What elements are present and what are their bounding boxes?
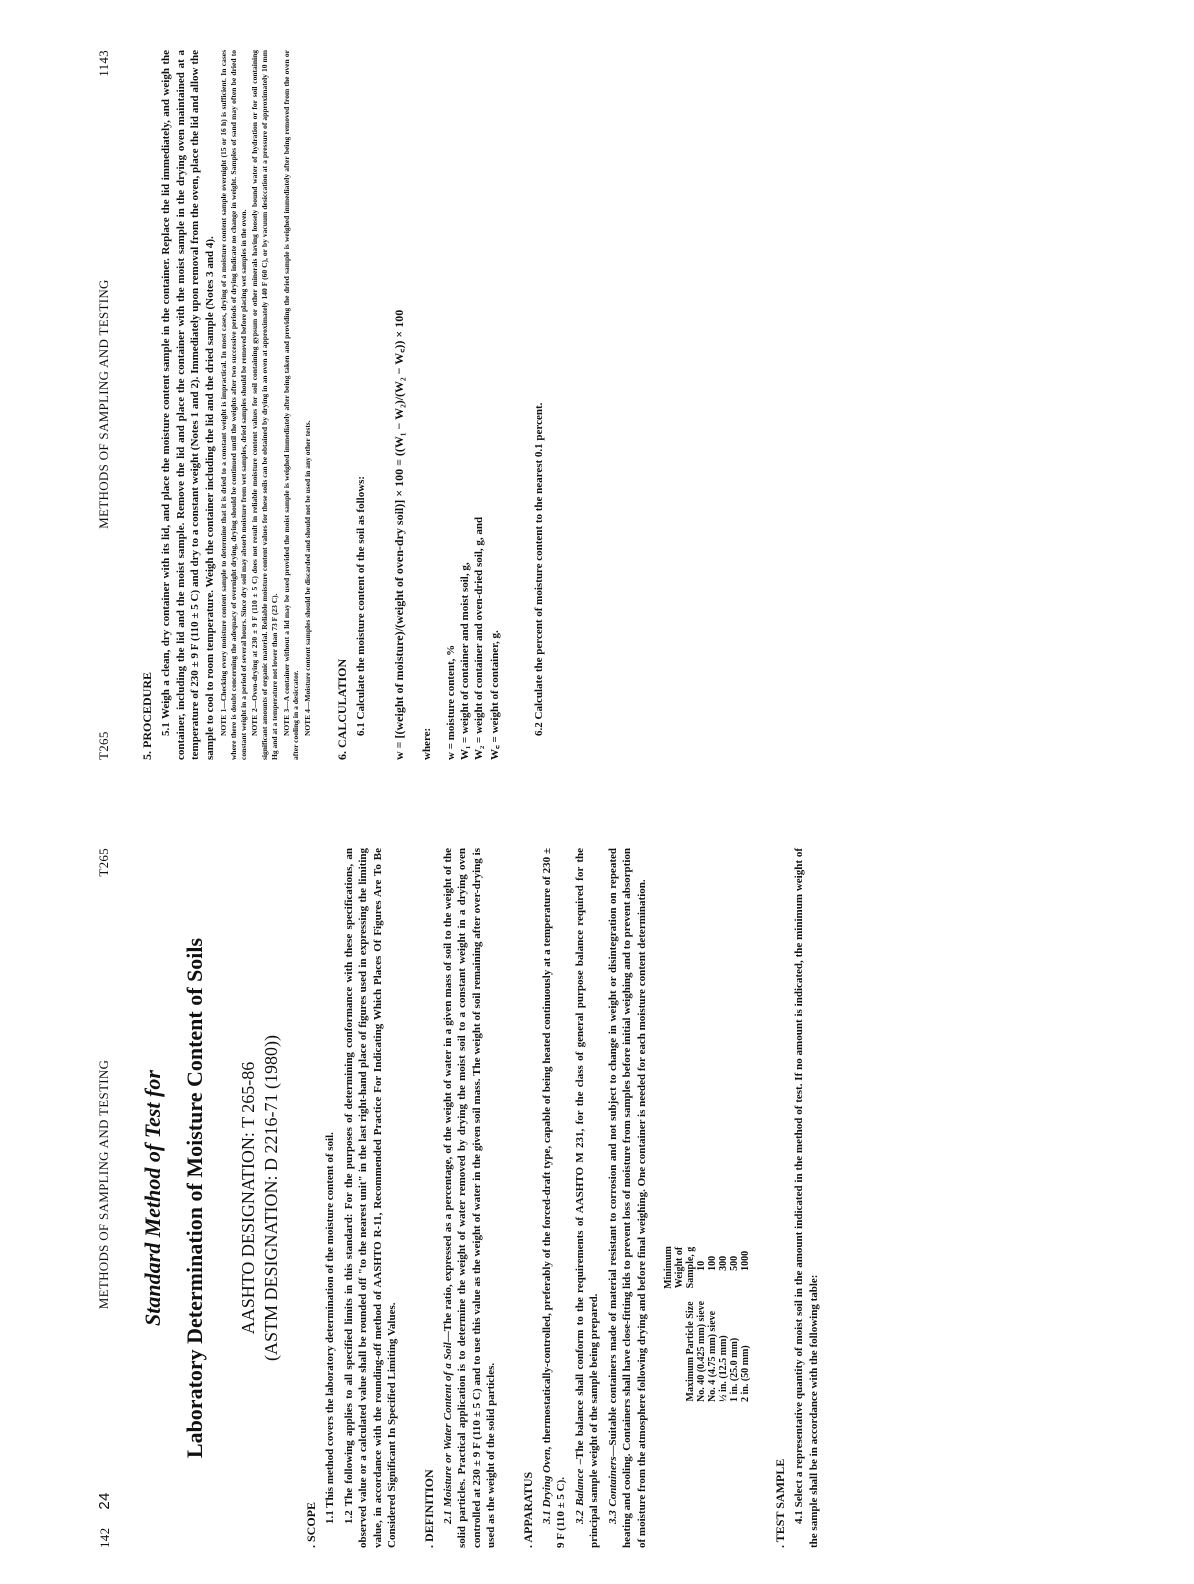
definition-text: —The ratio, expressed as a percentage, of the weight of water in a given mass of soil to the weight of the solid particles. Practical application is to determine the weight of water removed by drying the moist soil to a constant weight in a drying oven controlled at 230 ± 9 F (110 ± 5 C) and to use this value as the weight of water in the given soil mass. The weight of soil remaining after over-drying is used as the weight of the solid particles. bbox=[441, 848, 498, 1548]
paragraph-4-1: 4.1 Select a representative quantity of moist soil in the amount indicated in the method of test. If no amount is indicated, the minimum weight of the sample shall be in accordance with the following table: bbox=[793, 848, 820, 1548]
sample-size-table bbox=[663, 1240, 751, 1408]
table-cell-weight: 300 bbox=[718, 1255, 730, 1271]
running-title: METHODS OF SAMPLING AND TESTING bbox=[96, 279, 111, 529]
paragraph-3-3 bbox=[606, 848, 650, 1548]
running-code: T265 bbox=[96, 731, 111, 760]
table-cell-size: ½ in. (12.5 mm) bbox=[718, 1335, 730, 1402]
section-heading-definition: . DEFINITION bbox=[421, 1469, 436, 1548]
note-3: NOTE 3—A container without a lid may be used provided the moist sample is weighed immediately after being taken and providing the dried sample is weighed immediately after being removed from the oven or after cooling in a desiccator. bbox=[281, 50, 301, 760]
variable-definition: W꜀ = weight of container, g. bbox=[489, 630, 502, 760]
aashto-designation: AASHTO DESIGNATION: T 265-86 bbox=[238, 1061, 258, 1335]
running-code: T265 bbox=[96, 848, 111, 877]
apparatus-term-2: 3.2 Balance bbox=[573, 1468, 586, 1524]
table-header-particle-size: Maximum Particle Size bbox=[685, 1301, 697, 1402]
apparatus-text-2: –The balance shall conform to the requirements of AASHTO M 231, for the class of general purpose balance required for the principal sample weight of the sample being prepared. bbox=[573, 848, 601, 1548]
page-number: 1143 bbox=[96, 50, 111, 77]
table-row bbox=[718, 1240, 729, 1408]
table-cell-weight: 500 bbox=[729, 1255, 741, 1271]
apparatus-term-3: 3.3 Containers bbox=[606, 1456, 619, 1524]
table-header-row bbox=[663, 1240, 696, 1408]
table-header-min-weight bbox=[663, 1240, 696, 1295]
where-label: where: bbox=[421, 727, 434, 760]
table-cell-size: 2 in. (50 mm) bbox=[740, 1345, 752, 1402]
handwritten-page-number: 24 bbox=[96, 1492, 113, 1510]
page-number-group bbox=[96, 1492, 118, 1548]
paragraph-3-2 bbox=[573, 848, 602, 1548]
table-cell-size: No. 40 (0.425 mm) sieve bbox=[696, 1300, 708, 1402]
moisture-formula: w = [(weight of moisture)/(weight of oven-dry soil)] × 100 = ((W₁ − W₂)/(W₂ − W꜀)) × 100 bbox=[392, 309, 407, 760]
paragraph-1-1: 1.1 This method covers the laboratory determination of the moisture content of soil. bbox=[324, 1132, 336, 1524]
table-cell-size: 1 in. (25.0 mm) bbox=[729, 1337, 741, 1402]
table-row bbox=[729, 1240, 740, 1408]
table-cell-weight: 1000 bbox=[740, 1250, 752, 1271]
left-page bbox=[96, 848, 1096, 1548]
paragraph-3-1 bbox=[540, 848, 569, 1548]
table-header-line: Weight of bbox=[674, 1246, 686, 1289]
paragraph-6-2: 6.2 Calculate the percent of moisture content to the nearest 0.1 percent. bbox=[533, 402, 546, 736]
paragraph-1-2: 1.2 The following applies to all specified limits in this standard: For the purposes of determining conformance with these specifications, an observed value or a calculated value shall be rounded off "to the nearest unit" in the last right-hand place of figures used in expressing the limiting value, in accordance with the rounding-off method of AASHTO R-11, Recommended Practice For Indicating Which Places Of Figures Are To Be Considered Significant In Specified Limiting Values. bbox=[342, 848, 399, 1548]
apparatus-term-1: 3.1 Drying Oven, bbox=[540, 1446, 553, 1524]
definition-term: 2.1 Moisture or Water Content of a Soil bbox=[441, 1342, 454, 1524]
apparatus-text-1: thermostatically-controlled, preferably of the forced-draft type, capable of being heated continuously at a temperature of 230 ± 9 F (110 ± 5 C). bbox=[540, 847, 568, 1548]
paragraph-2-1 bbox=[441, 848, 499, 1548]
note-2: NOTE 2—Oven-drying at 230 ± 9 F (110 ± 5 C) does not result in reliable moisture content values for soil containing gypsum or other minerals having loosely bound water of hydration or for soil containing significant amounts of organic material. Reliable moisture content values for these soils can be obtained by drying in an oven at approximately 140 F (60 C), or by vacuum desiccation at a pressure of approximately 10 mm Hg and at a temperature not lower than 73 F (23 C). bbox=[250, 50, 279, 760]
paragraph-5-1: 5.1 Weigh a clean, dry container with its lid, and place the moisture content sample in the container. Replace the lid immediately, and weigh the container, including the lid and the moist sample. Remove the lid and place the container with the moist sample in the drying oven maintained at a temperature of 230 ± 9 F (110 ± 5 C) and dry to a constant weight (Notes 1 and 2). Immediately upon removal from the oven, place the lid and allow the sample to cool to room temperature. Weigh the container including the lid and the dried sample (Notes 3 and 4). bbox=[160, 50, 216, 760]
table-header-line: Minimum bbox=[663, 1246, 675, 1289]
astm-designation: (ASTM DESIGNATION: D 2216-71 (1980)) bbox=[261, 1035, 281, 1361]
table-header-line: Sample, g bbox=[685, 1246, 697, 1289]
table-cell-weight: 10 bbox=[696, 1260, 708, 1271]
table-row bbox=[696, 1240, 707, 1408]
table-row bbox=[707, 1240, 718, 1408]
paragraph-6-1: 6.1 Calculate the moisture content of the soil as follows: bbox=[354, 475, 367, 736]
table-row bbox=[740, 1240, 751, 1408]
section-heading-scope: . SCOPE bbox=[304, 1501, 318, 1548]
right-page bbox=[96, 50, 1096, 760]
section-heading-procedure: 5. PROCEDURE bbox=[140, 671, 154, 760]
variable-definition: w = moisture content, % bbox=[445, 644, 458, 760]
variable-definition: W₁ = weight of container and moist soil, g, bbox=[459, 562, 472, 760]
section-heading-calculation: 6. CALCULATION bbox=[334, 658, 349, 760]
document-title: Laboratory Determination of Moisture Content of Soils bbox=[182, 937, 207, 1459]
variable-definition: W₂ = weight of container and oven-dried soil, g, and bbox=[473, 516, 486, 760]
document-subtitle: Standard Method of Test for bbox=[140, 1070, 165, 1326]
running-head bbox=[96, 848, 118, 1548]
running-head bbox=[96, 50, 118, 760]
table-cell-weight: 100 bbox=[707, 1255, 719, 1271]
table-cell-size: No. 4 (4.75 mm) sieve bbox=[707, 1310, 719, 1402]
page-number: 142 bbox=[97, 1527, 112, 1548]
running-title: METHODS OF SAMPLING AND TESTING bbox=[96, 1059, 111, 1310]
note-4: NOTE 4—Moisture content samples should be discarded and should not be used in any other tests. bbox=[303, 420, 313, 736]
section-heading-test-sample: . TEST SAMPLE bbox=[773, 1458, 788, 1548]
note-1: NOTE 1—Checking every moisture content sample to determine that it is dried to a constant weight is impractical. In most cases, drying of a moisture content sample overnight (15 or 16 h) is sufficient. In cases where there is doubt concerning the adequacy of overnight drying, drying should be continued until the weights after two successive periods of drying indicate no change in weight. Samples of sand may often be dried to constant weight in a period of several hours. Since dry soil may absorb moisture from wet samples, dried samples should be removed before placing wet samples in the oven. bbox=[219, 50, 248, 760]
apparatus-text-3: —Suitable containers made of material resistant to corrosion and not subject to change in weight or disintegration on repeated heating and cooling. Containers shall have close-fitting lids to prevent loss of moisture from samples before initial weighing and to prevent absorption of moisture from the atmosphere following drying and before final weighing. One container is needed for each moisture content determination. bbox=[606, 848, 648, 1548]
section-heading-apparatus: . APPARATUS bbox=[520, 1471, 535, 1548]
